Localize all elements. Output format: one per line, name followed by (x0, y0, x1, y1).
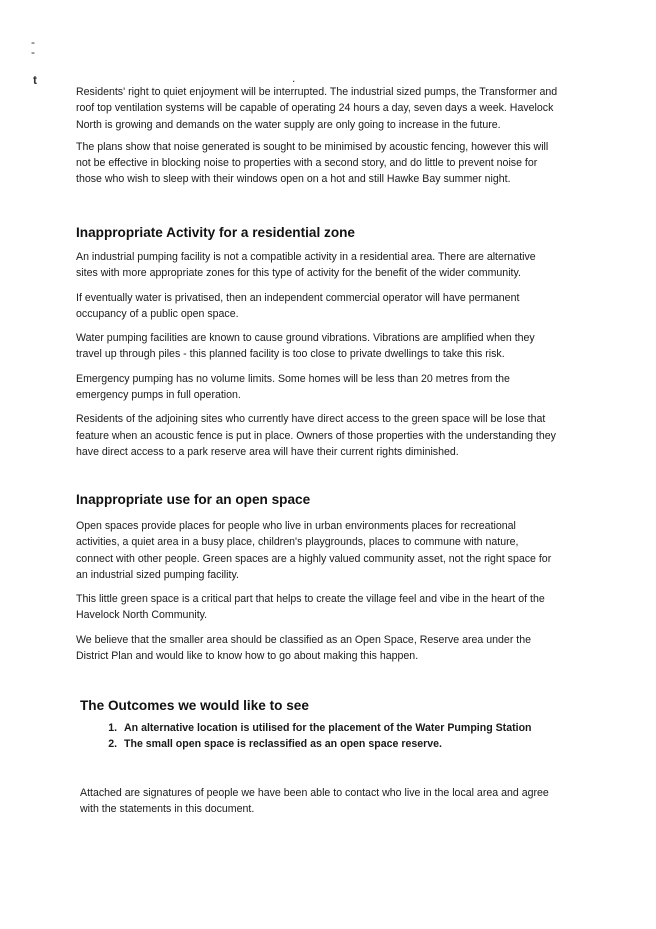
outcome-item: 2. The small open space is reclassified as an open space reserve. (120, 736, 562, 752)
paragraph-emergency-pumping: Emergency pumping has no volume limits. Some homes will be less than 20 metres from the emergency pumps in full operation. (76, 372, 510, 402)
paragraph-open-spaces: Open spaces provide places for people who live in urban environments places for recreational activities, a quiet area in a busy place, children's playgrounds, places to commune with nature, connect with other people. Green spaces are a highly valued community asset, not the right space for an industrial sized pumping facility. (76, 520, 552, 581)
heading-open-space: Inappropriate use for an open space (76, 492, 311, 507)
paragraph-reclassify: We believe that the smaller area should be classified as an Open Space, Reserve area under the District Plan and would like to know how to go about making this happen. (76, 633, 532, 663)
paragraph-green-space: This little green space is a critical part that helps to create the village feel and vibe in the heart of the Havelock North Community. (76, 593, 545, 622)
paragraph-signatures: Attached are signatures of people we have been able to contact who live in the local area and agree with the statements in this document. (80, 787, 549, 816)
noise-section (76, 84, 558, 188)
paragraph-acoustic-fencing: The plans show that noise generated is sought to be minimised by acoustic fencing, however this will not be effective in blocking noise to properties with a second story, and do little to prevent noise for those who wish to sleep with their windows open on a hot and still Hawke Bay summer night. (76, 140, 549, 186)
paragraph-adjoining-sites: Residents of the adjoining sites who currently have direct access to the green space will be lose that feature when an acoustic fence is put in place. Owners of those properties with the understanding they have direct access to a park reserve area will have their current rights diminished. (76, 413, 556, 458)
outcomes-list (80, 720, 562, 753)
scan-mark: - (31, 35, 35, 49)
outcome-item: 1. An alternative location is utilised for the placement of the Water Pumping Station (120, 720, 562, 736)
residential-zone-section (76, 224, 558, 460)
scan-mark: - (31, 45, 35, 59)
open-space-section (76, 491, 558, 664)
scan-mark: t (33, 73, 37, 87)
heading-residential-zone: Inappropriate Activity for a residential zone (76, 225, 355, 240)
paragraph-privatised: If eventually water is privatised, then an independent commercial operator will have permanent occupancy of a public open space. (76, 291, 520, 320)
paragraph-vibrations: Water pumping facilities are known to cause ground vibrations. Vibrations are amplified when they travel up through piles - this planned facility is too close to private dwellings to take this risk. (76, 332, 535, 361)
scan-mark: . (292, 71, 296, 85)
paragraph-quiet-enjoyment: Residents' right to quiet enjoyment will be interrupted. The industrial sized pumps, the Transformer and roof top ventilation systems will be capable of operating 24 hours a day, seven days a week. Havelock North is growing and demands on the water supply are only going to increase in the future. (76, 86, 558, 131)
paragraph-compatible-activity: An industrial pumping facility is not a compatible activity in a residential area. There are alternative sites with more appropriate zones for this type of activity for the benefit of the wider community. (76, 251, 536, 280)
outcomes-section (80, 697, 562, 753)
heading-outcomes: The Outcomes we would like to see (80, 698, 309, 713)
closing-section (80, 785, 562, 818)
